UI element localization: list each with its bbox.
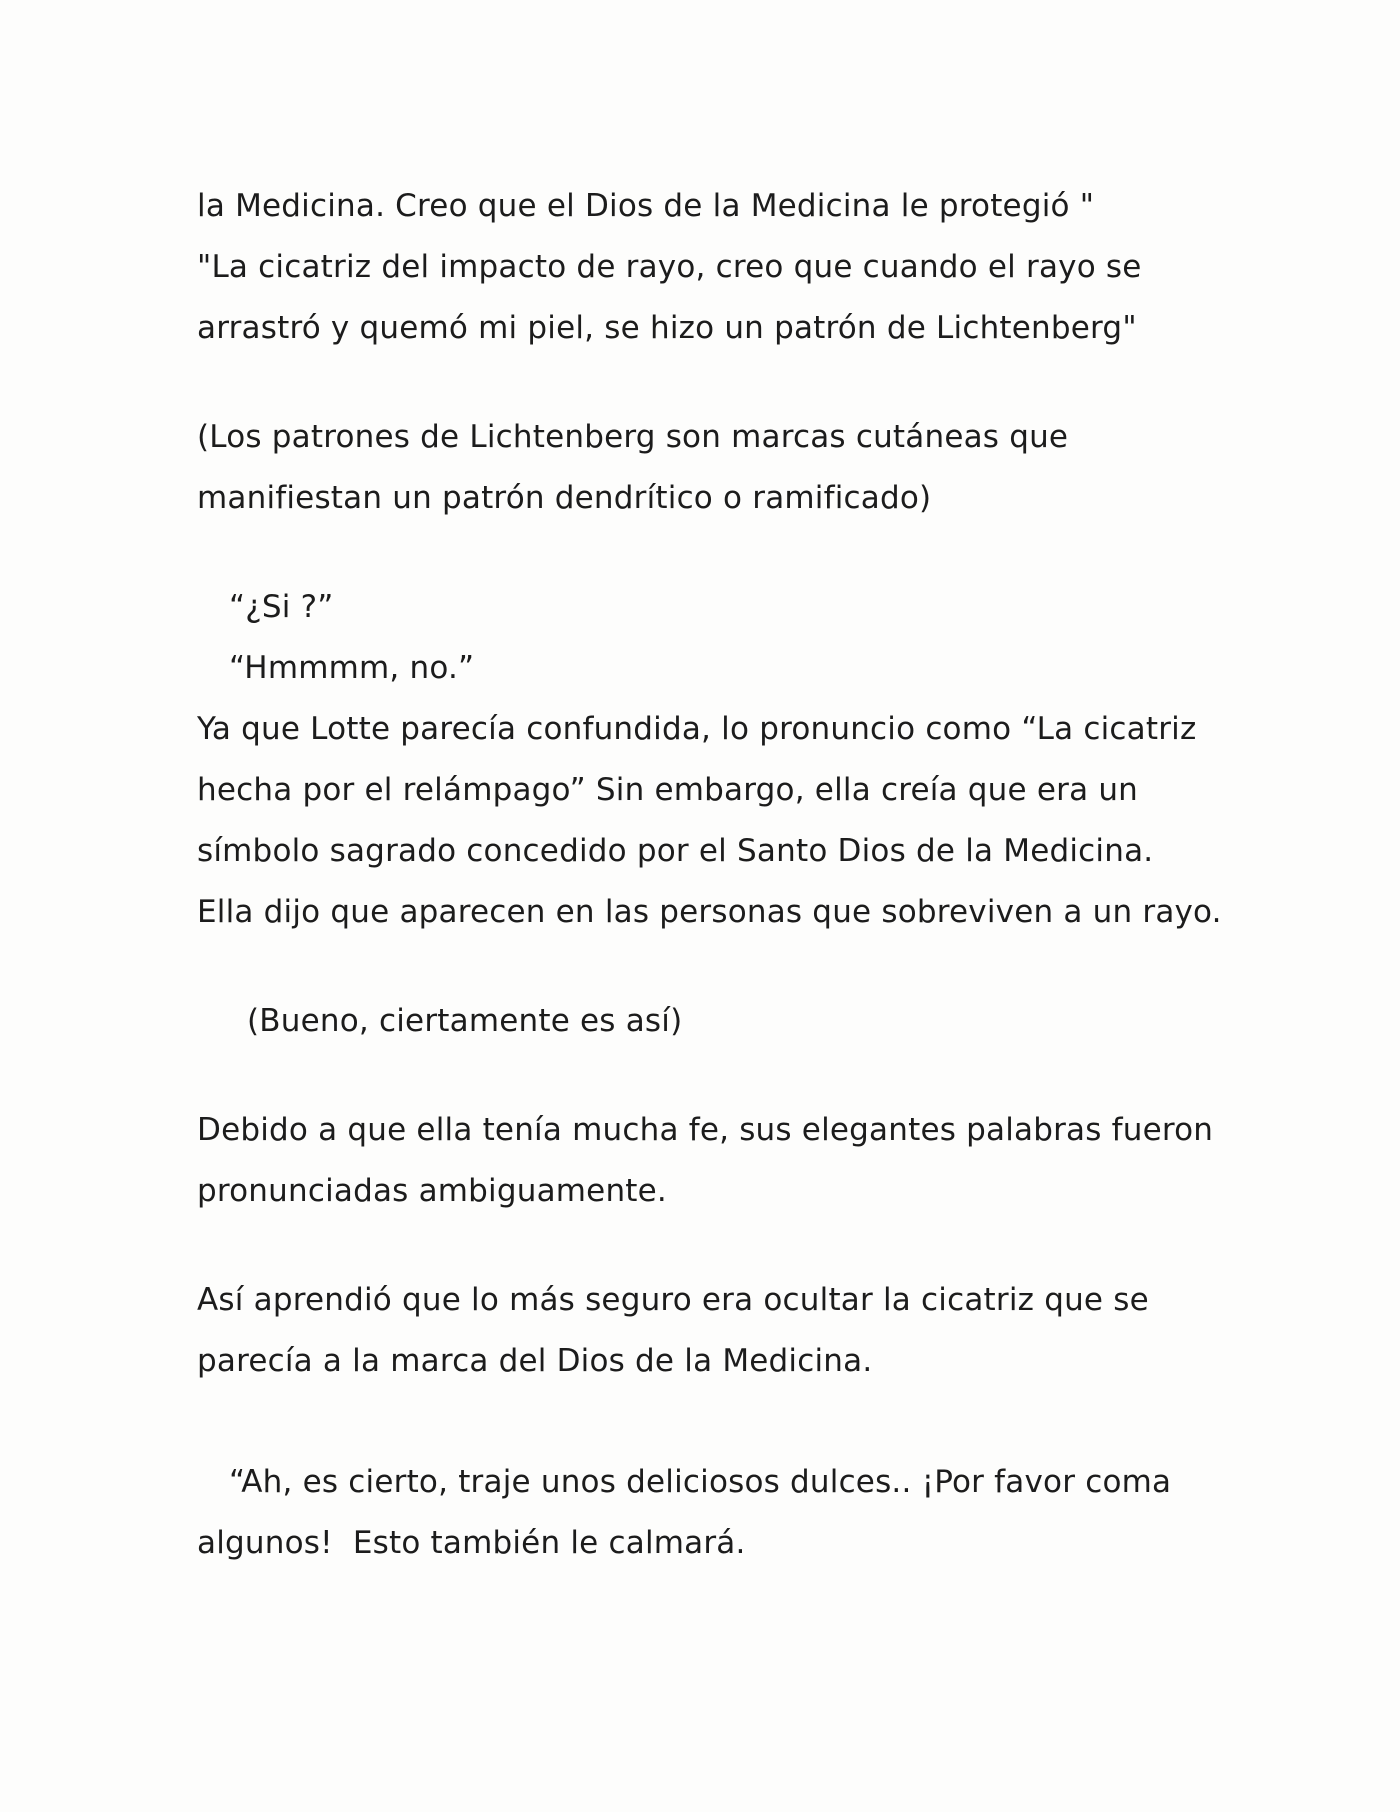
paragraph-gap [197,1222,1217,1270]
text-line: (Los patrones de Lichtenberg son marcas cutáneas que [197,419,1069,455]
paragraph-gap [197,1392,1217,1452]
text-line: Debido a que ella tenía mucha fe, sus elegantes palabras fueron [197,1112,1214,1148]
paragraph-4 [197,991,1217,1052]
paragraph-gap [197,1052,1217,1100]
text-line: arrastró y quemó mi piel, se hizo un patrón de Lichtenberg" [197,310,1137,346]
text-line: pronunciadas ambiguamente. [197,1173,667,1209]
text-line: símbolo sagrado concedido por el Santo Dios de la Medicina. [197,833,1154,869]
text-line: la Medicina. Creo que el Dios de la Medicina le protegió " [197,188,1095,224]
dialogue-line: “Hmmmm, no.” [229,650,475,686]
thought-line: (Bueno, ciertamente es así) [247,1003,683,1039]
text-line: Ella dijo que aparecen en las personas que sobreviven a un rayo. [197,894,1222,930]
text-line: hecha por el relámpago” Sin embargo, ella creía que era un [197,772,1139,808]
dialogue-line: “Ah, es cierto, traje unos deliciosos dulces.. ¡Por favor coma [229,1464,1172,1500]
paragraph-gap [197,359,1217,407]
paragraph-5 [197,1100,1217,1222]
paragraph-gap [197,529,1217,577]
paragraph-6 [197,1270,1217,1392]
text-line: "La cicatriz del impacto de rayo, creo que cuando el rayo se [197,249,1142,285]
paragraph-gap [197,943,1217,991]
paragraph-2 [197,407,1217,529]
paragraph-7 [197,1452,1217,1574]
text-line: Ya que Lotte parecía confundida, lo pronuncio como “La cicatriz [197,711,1197,747]
text-line: Así aprendió que lo más seguro era ocultar la cicatriz que se [197,1282,1149,1318]
text-line: manifiestan un patrón dendrítico o ramificado) [197,480,932,516]
body-text [197,176,1222,1574]
paragraph-3 [197,577,1222,943]
text-line: algunos! Esto también le calmará. [197,1525,746,1561]
dialogue-line: “¿Si ?” [229,589,334,625]
paragraph-1 [197,176,1217,359]
text-line: parecía a la marca del Dios de la Medicina. [197,1343,873,1379]
